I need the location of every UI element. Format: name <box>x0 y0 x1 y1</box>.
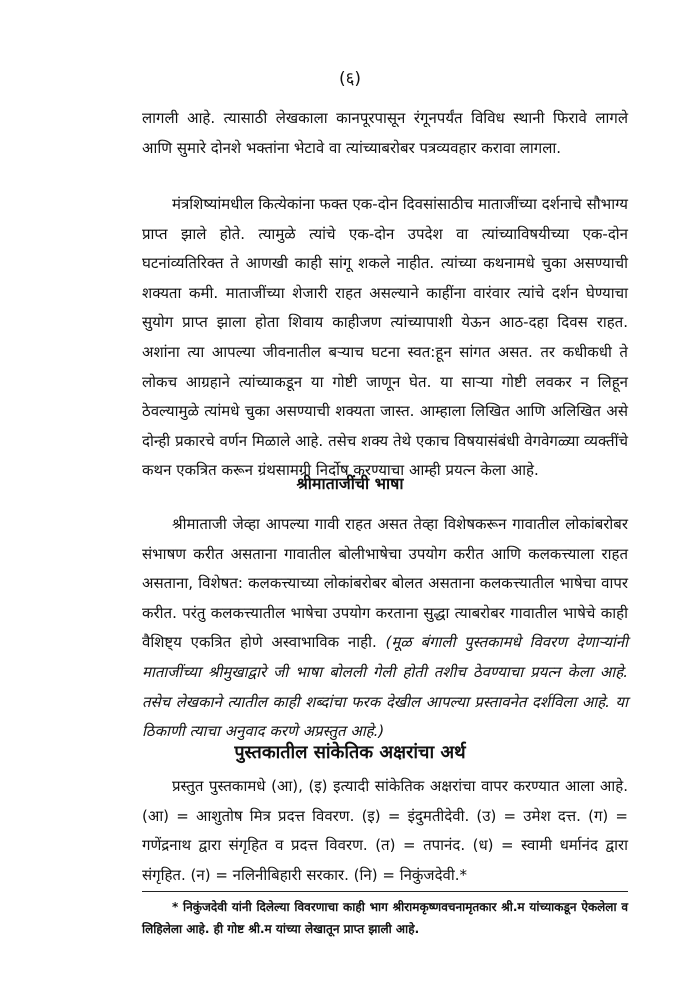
paragraph-text: लागली आहे. त्यासाठी लेखकाला कानपूरपासून रंगूनपर्यंत विविध स्थानी फिरावे लागले आणि सुमारे दोनशे भक्तांना भेटावे वा त्यांच्याबरोबर पत्रव्यवहार करावा लागला. <box>142 109 628 157</box>
page-number: (६) <box>338 69 362 89</box>
paragraph-intro-continuation <box>142 104 628 163</box>
paragraph-text <box>142 510 628 747</box>
paragraph-plain-text: श्रीमाताजी जेव्हा आपल्या गावी राहत असत तेव्हा विशेषकरून गावातील लोकांबरोबर संभाषण करीत असताना गावातील बोलीभाषेचा उपयोग करीत आणि कलकत्त्याला राहत असताना, विशेषत: कलकत्त्याच्या लोकांबरोबर बोलत असताना कलकत्त्यातील भाषेचा वापर करीत. परंतु कलकत्त्यातील भाषेचा उपयोग करताना सुद्धा त्याबरोबर गावातील भाषेचे काही वैशिष्ट्य एकत्रित होणे अस्वाभाविक नाही. <box>142 515 628 652</box>
paragraph-text: प्रस्तुत पुस्तकामधे (आ), (इ) इत्यादी सांकेतिक अक्षरांचा वापर करण्यात आला आहे. (आ) = आशुतोष मित्र प्रदत्त विवरण. (इ) = इंदुमतीदेवी. (उ) = उमेश दत्त. (ग) = गणेंद्रनाथ द्वारा संगृहित व प्रदत्त विवरण. (त) = तपानंद. (ध) = स्वामी धर्मानंद द्वारा संगृहित. (न) = नलिनीबिहारी सरकार. (नि) = निकुंजदेवी.* <box>142 777 628 884</box>
footnote-divider <box>142 891 628 892</box>
paragraph-text: मंत्रशिष्यांमधील कित्येकांना फक्त एक-दोन दिवसांसाठीच माताजींच्या दर्शनाचे सौभाग्य प्राप्त झाले होते. त्यामुळे त्यांचे एक-दोन उपदेश वा त्यांच्याविषयीच्या एक-दोन घटनांव्यतिरिक्त ते आणखी काही सांगू शकले नाहीत. त्यांच्या कथनामधे चुका असण्याची शक्यता कमी. माताजींच्या शेजारी राहत असल्याने काहींना वारंवार त्यांचे दर्शन घेण्याचा सुयोग प्राप्त झाला होता शिवाय काहीजण त्यांच्यापाशी येऊन आठ-दहा दिवस राहत. अशांना त्या आपल्या जीवनातील बऱ्याच घटना स्वत:हून सांगत असत. तर कधीकधी ते लोकच आग्रहाने त्यांच्याकडून या गोष्टी जाणून घेत. या साऱ्या गोष्टी लवकर न लिहून ठेवल्यामुळे त्यांमधे चुका असण्याची शक्यता जास्त. आम्हाला लिखित आणि अलिखित असे दोन्ही प्रकारचे वर्णन मिळाले आहे. तसेच शक्य तेथे एकाच विषयासंबंधी वेगवेगळ्या व्यक्तींचे कथन एकत्रित करून ग्रंथसामग्री निर्दोष करण्याचा आम्ही प्रयत्न केला आहे. <box>142 195 628 480</box>
paragraph-language <box>142 510 628 747</box>
paragraph-italic-note: (मूळ बंगाली पुस्तकामधे विवरण देणाऱ्यांनी माताजींच्या श्रीमुखाद्वारे जी भाषा बोलली गेली होती तशीच ठेवण्याचा प्रयत्न केला आहे. तसेच लेखकाने त्यातील काही शब्दांचा फरक देखील आपल्या प्रस्तावनेत दर्शविला आहे. या ठिकाणी त्याचा अनुवाद करणे अप्रस्तुत आहे.) <box>142 633 628 741</box>
footnote: * निकुंजदेवी यांनी दिलेल्या विवरणाचा काही भाग श्रीरामकृष्णवचनामृतकार श्री.म यांच्याकडून ऐकलेला व लिहिलेला आहे. ही गोष्ट श्री.म यांच्या लेखातून प्राप्त झाली आहे. <box>142 900 628 936</box>
paragraph-disciples <box>142 190 628 486</box>
heading-abbreviations: पुस्तकातील सांकेतिक अक्षरांचा अर्थ <box>234 742 466 763</box>
paragraph-abbreviations <box>142 772 628 890</box>
heading-mataji-language: श्रीमाताजींची भाषा <box>296 474 404 493</box>
